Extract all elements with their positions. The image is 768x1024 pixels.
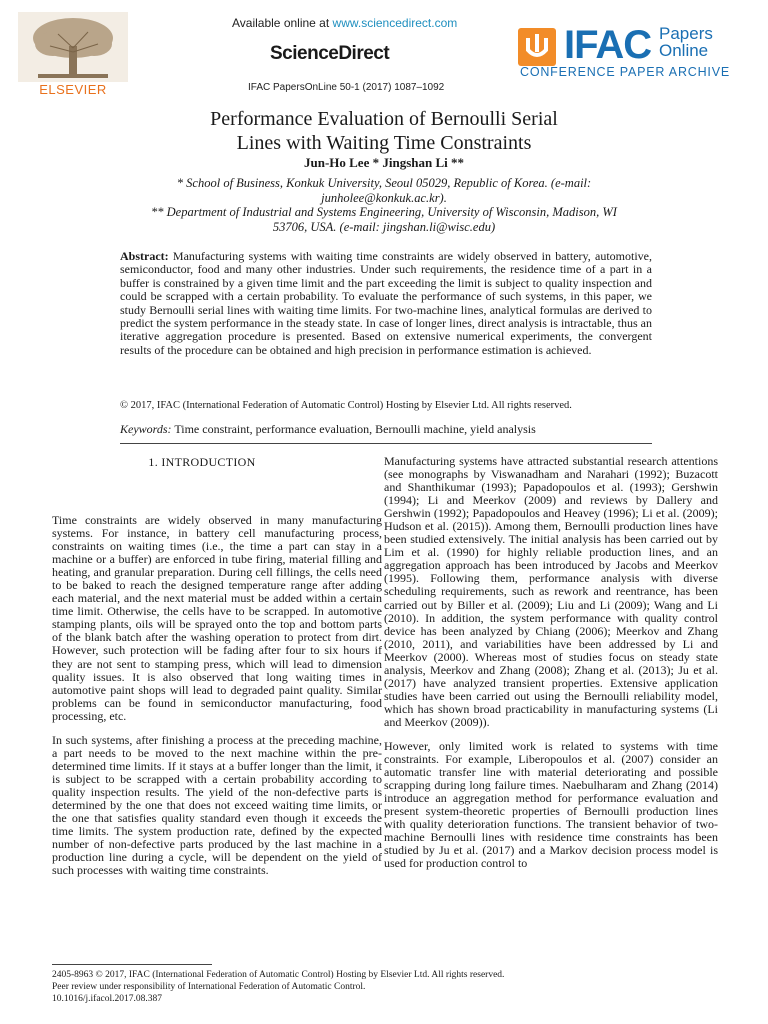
footer-doi: 10.1016/j.ifacol.2017.08.387 bbox=[52, 994, 163, 1004]
affiliation-2: ** Department of Industrial and Systems Engineering, University of Wisconsin, Madison, WI 53706, USA. (e-mail: jingshan.li@wisc.edu) bbox=[151, 205, 617, 234]
abstract bbox=[120, 250, 652, 357]
abstract-label: Abstract: bbox=[120, 249, 169, 263]
title-line-1: Performance Evaluation of Bernoulli Serial bbox=[210, 108, 558, 130]
keywords-label: Keywords: bbox=[120, 422, 172, 436]
right-column bbox=[384, 455, 718, 881]
section-heading: 1. INTRODUCTION bbox=[148, 455, 256, 469]
journal-citation: IFAC PapersOnLine 50-1 (2017) 1087–1092 bbox=[248, 82, 445, 93]
papers-online-wordmark bbox=[659, 25, 713, 59]
abstract-text: Manufacturing systems with waiting time constraints are widely observed in battery, automotive, semiconductor, food and many other industries. Under such requirements, the residence time of a part in a buffer is constrained by a given time limit and the part exceeding the limit is subject to quality inspection and could be scrapped with a certain probability. To evaluate the performance of such systems, in this paper, we study Bernoulli serial lines with waiting time limits. For two-machine lines, analytical formulas are derived to predict the system performance in the steady state. In case of longer lines, direct analysis is intractable, thus an iterative aggregation procedure is presented. Based on extensive numerical experiments, the convergent results of the procedure can be obtained and high precision in performance estimation is achieved. bbox=[120, 249, 652, 357]
paper-title bbox=[0, 107, 768, 155]
keywords bbox=[120, 422, 652, 437]
elsevier-wordmark: ELSEVIER bbox=[39, 82, 107, 97]
ifac-emblem-icon bbox=[518, 28, 556, 66]
paragraph: However, only limited work is related to systems with time constraints. For example, Liberopoulos et al. (2007) consider an automatic transfer line with material deteriorating and possible scrapping during long failure times. Naebulharam and Zhang (2014) introduce an aggregation method for performance evaluation and present system-theoretic properties of Bernoulli production lines with quality deterioration functions. The transient behavior of two-machine Bernoulli lines with residence time constraints has been studied by Ju et al. (2017) and a Markov decision process model is used for production control to bbox=[384, 738, 718, 871]
available-online-line bbox=[232, 16, 457, 30]
authors: Jun-Ho Lee * Jingshan Li ** bbox=[303, 155, 464, 170]
section-divider bbox=[120, 443, 652, 444]
footer-divider bbox=[52, 964, 212, 965]
copyright-notice: © 2017, IFAC (International Federation of Automatic Control) Hosting by Elsevier Ltd. All rights reserved. bbox=[120, 400, 572, 411]
left-column bbox=[52, 514, 382, 888]
online-word: Online bbox=[659, 41, 709, 60]
title-line-2: Lines with Waiting Time Constraints bbox=[236, 132, 532, 154]
paragraph: In such systems, after finishing a process at the preceding machine, a part needs to be moved to the next machine within the pre-determined time limits. If it stays at a buffer longer than the limit, it is subject to be scrapped with a certain probability according to quality inspection results. The yield of the non-defective parts is determined by the one that does not exceed waiting time limits, or the one that satisfies quality standard even though it exceeds the time limits. The system production rate, defined by the expected number of non-defective parts produced by the last machine in a production line during a cycle, will be dependent on the yield of such processes with waiting time constraints. bbox=[52, 732, 382, 878]
papers-word: Papers bbox=[659, 24, 713, 43]
footer bbox=[52, 969, 692, 1005]
ifac-wordmark: IFAC bbox=[564, 23, 652, 67]
paragraph: Manufacturing systems have attracted substantial research attentions (see monographs by Viswanadham and Narahari (1992); Buzacott and Shanthikumar (1993); Papadopoulos et al. (1993); Gershwin (1994); Li and Meerkov (2009) and reviews by Dallery and Gershwin (1992); Papadopoulos and Heavey (1996); Li et al. (2009); Hudson et al. (2015)). Among them, Bernoulli production lines have been studied extensively. The initial analysis has been carried out by Lim et al. (1990) for highly reliable production lines, and an aggregation approach has been introduced by Jacobs and Meerkov (1995). Following them, performance analysis with diverse scheduling requirements, such as rework and reentrance, has been carried out by Biller et al. (2009); Liu and Li (2009); Wang and Li (2010). In addition, the system performance with quality control device has been analyzed by Chiang (2006); Meerkov and Zhang (2010, 2011), and variabilities have been addressed by Li and Meerkov (2000). Whereas most of studies focus on steady state analysis, Meerkov and Zhang (2008); Zhang et al. (2013); Ju et al. (2017) have analyzed transient properties. Extensive application studies have been carried out using the Bernoulli reliability model, which has shown broad practicability in manufacturing systems (Li and Meerkov (2009)). bbox=[384, 454, 718, 729]
available-prefix: Available online at bbox=[232, 16, 333, 30]
conference-archive-label: CONFERENCE PAPER ARCHIVE bbox=[520, 65, 730, 79]
sciencedirect-link[interactable]: www.sciencedirect.com bbox=[332, 16, 458, 30]
paragraph: Time constraints are widely observed in many manufacturing systems. For instance, in battery cell manufacturing process, constraints on waiting times (i.e., the time a part can stay in a machine or a buffer) are enforced in tube firing, material filling and heating, and granular preparation. During cell fillings, the cells need to be baked to reach the designed temperature range after adding each material, and the next material must be added within a certain time limit. Otherwise, the cells have to be scrapped. In automotive stamping plants, oils will be sprayed onto the top and bottom parts of the blank batch after the washing operation to protect from dirt. However, such protection will be fading after four to six hours if they are not sent to stamping press, which will lead to dimension quality issues. It is also observed that long waiting times in automotive paint shops will lead to degraded paint quality. Similar problems can be found in semiconductor manufacturing, food processing, etc. bbox=[52, 513, 382, 723]
footer-copyright: 2405-8963 © 2017, IFAC (International Federation of Automatic Control) Hosting by Elsevier Ltd. All rights reserved. bbox=[52, 970, 505, 980]
footer-peer-review: Peer review under responsibility of International Federation of Automatic Control. bbox=[52, 982, 366, 992]
affiliation-1: * School of Business, Konkuk University, Seoul 05029, Republic of Korea. (e-mail: junholee@konkuk.ac.kr). bbox=[176, 176, 592, 205]
sciencedirect-wordmark: ScienceDirect bbox=[270, 43, 390, 64]
keywords-text: Time constraint, performance evaluation, Bernoulli machine, yield analysis bbox=[171, 422, 536, 436]
